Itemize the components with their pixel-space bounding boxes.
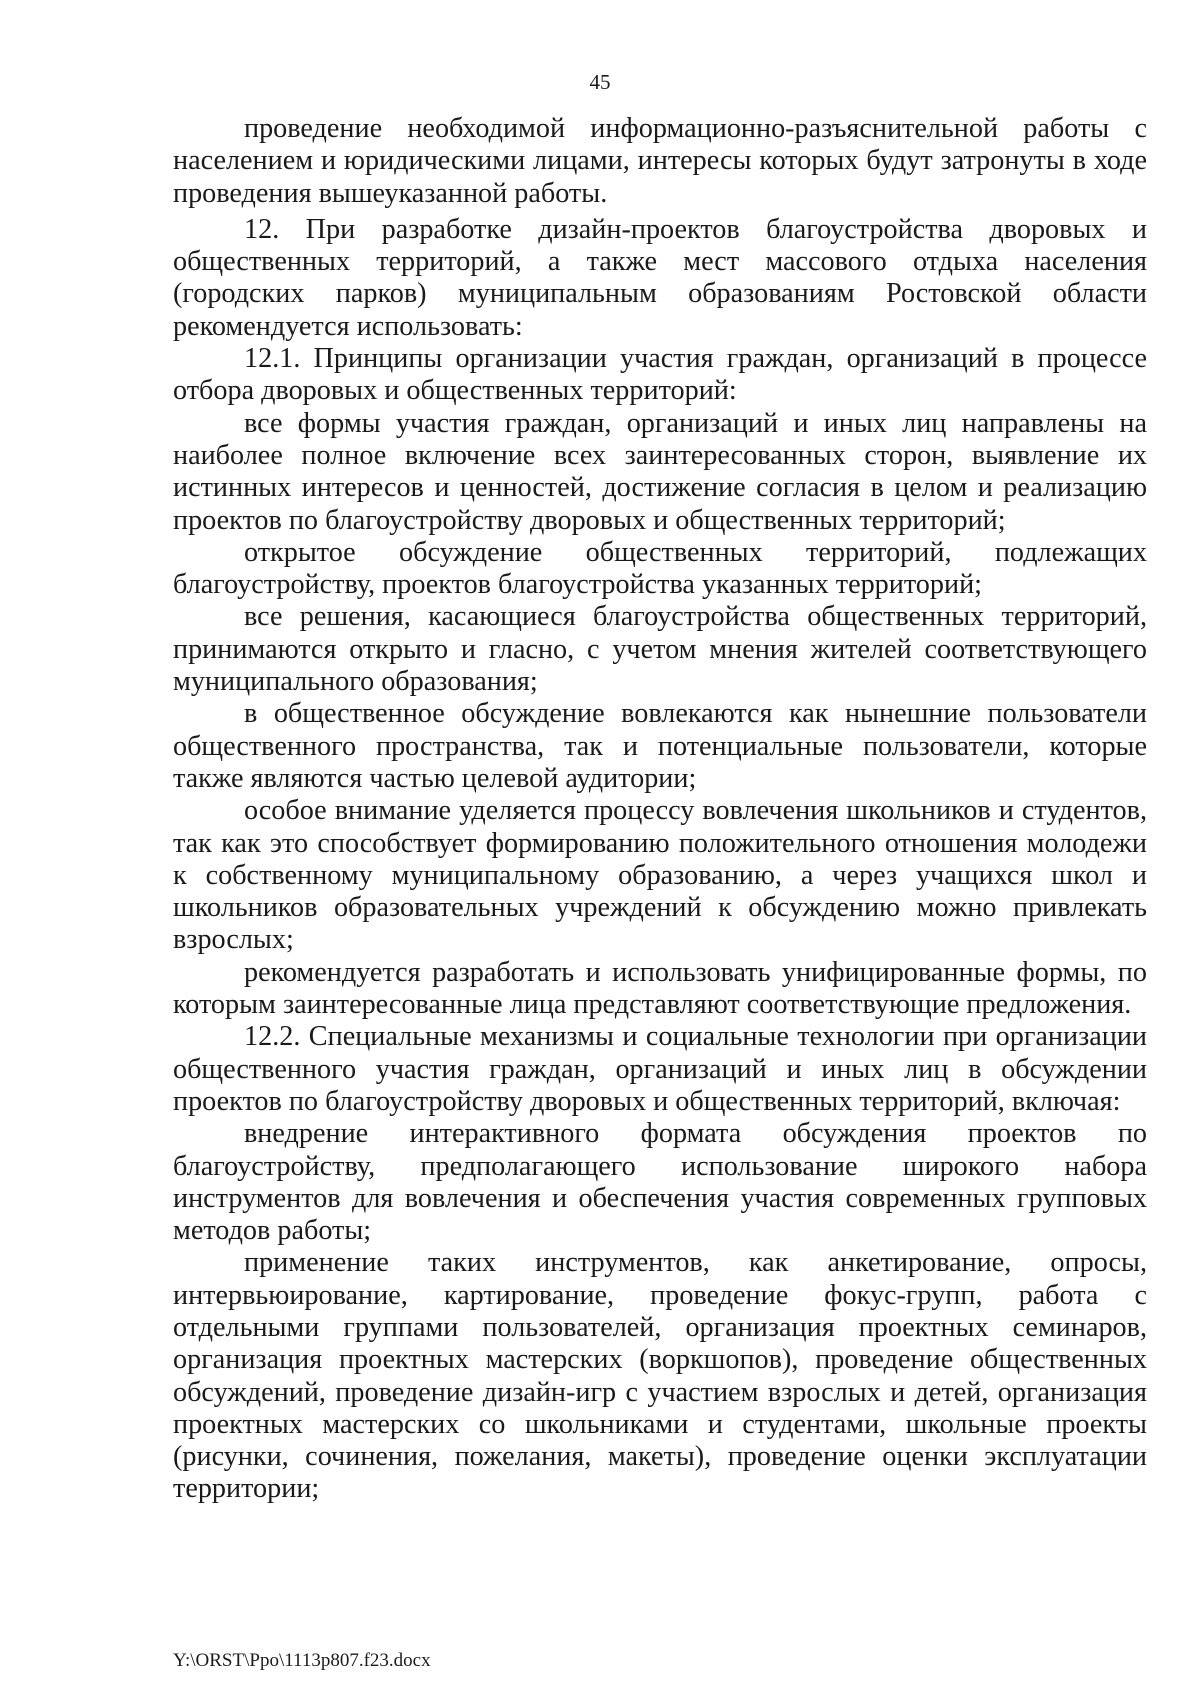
paragraph-participation-forms: все формы участия граждан, организаций и иных лиц направлены на наиболее полное включение всех заинтересованных сторон, выявление их истинных интересов и ценностей, достижение согласия в целом и реализацию проектов по благоустройству дворовых и общественных территорий; <box>173 407 1147 536</box>
paragraph-public-discussion: в общественное обсуждение вовлекаются как нынешние пользователи общественного пространства, так и потенциальные пользователи, которые также являются частью целевой аудитории; <box>173 698 1147 794</box>
paragraph-unified-forms: рекомендуется разработать и использовать унифицированные формы, по которым заинтересованные лица представляют соответствующие предложения. <box>173 956 1147 1021</box>
document-body <box>173 113 1147 1506</box>
paragraph-decisions: все решения, касающиеся благоустройства общественных территорий, принимаются открыто и гласно, с учетом мнения жителей соответствующего муниципального образования; <box>173 601 1147 698</box>
paragraph-interactive-format: внедрение интерактивного формата обсуждения проектов по благоустройству, предполагающего использование широкого набора инструментов для вовлечения и обеспечения участия современных групповых методов работы; <box>173 1118 1147 1247</box>
paragraph-section-12: 12. При разработке дизайн-проектов благоустройства дворовых и общественных территорий, а также мест массового отдыха населения (городских парков) муниципальным образованиям Ростовской области рекомендуется использовать: <box>173 213 1147 342</box>
paragraph-section-12-2: 12.2. Специальные механизмы и социальные технологии при организации общественного участия граждан, организаций и иных лиц в обсуждении проектов по благоустройству дворовых и общественных территорий, включая: <box>173 1021 1147 1117</box>
paragraph-open-discussion: открытое обсуждение общественных территорий, подлежащих благоустройству, проектов благоустройства указанных территорий; <box>173 536 1147 601</box>
page-number: 45 <box>589 70 611 94</box>
paragraph-students: особое внимание уделяется процессу вовлечения школьников и студентов, так как это способствует формированию положительного отношения молодежи к собственному муниципальному образованию, а через учащихся школ и школьников образовательных учреждений к обсуждению можно привлекать взрослых; <box>173 795 1147 956</box>
paragraph-tools: применение таких инструментов, как анкетирование, опросы, интервьюирование, картирование, проведение фокус-групп, работа с отдельными группами пользователей, организация проектных семинаров, организация проектных мастерских (воркшопов), проведение общественных обсуждений, проведение дизайн-игр с участием взрослых и детей, организация проектных мастерских со школьниками и студентами, школьные проекты (рисунки, сочинения, пожелания, макеты), проведение оценки эксплуатации территории; <box>173 1247 1147 1505</box>
paragraph-section-12-1: 12.1. Принципы организации участия граждан, организаций в процессе отбора дворовых и общественных территорий: <box>173 343 1147 407</box>
footer-file-path: Y:\ORST\Ppo\1113p807.f23.docx <box>173 1650 431 1671</box>
paragraph-intro: проведение необходимой информационно-разъяснительной работы с населением и юридическими лицами, интересы которых будут затронуты в ходе проведения вышеуказанной работы. <box>173 113 1147 209</box>
